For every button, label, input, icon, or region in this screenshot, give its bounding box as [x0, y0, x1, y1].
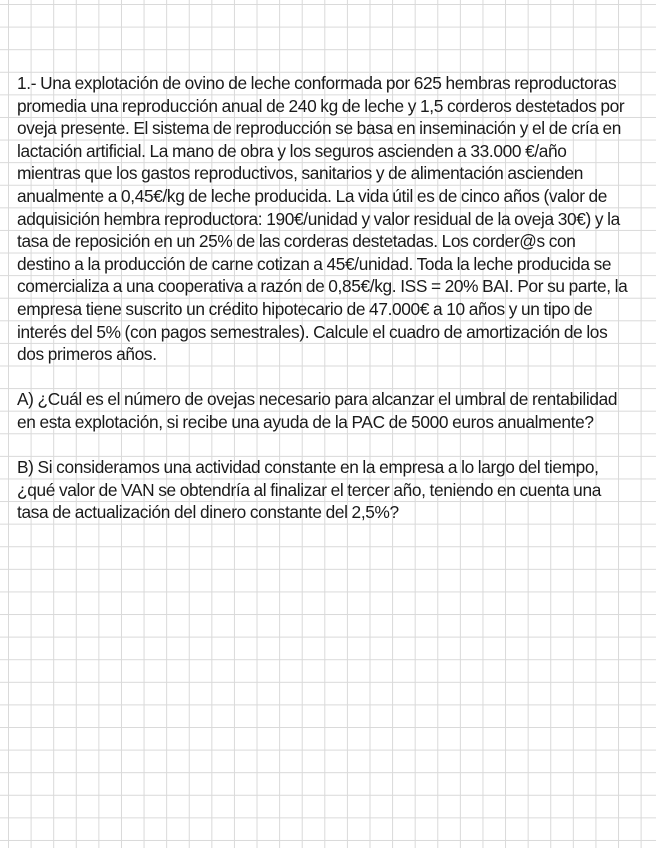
problem-statement: 1.- Una explotación de ovino de leche conformada por 625 hembras reproductoras promedia una reproducción anual de 240 kg de leche y 1,5 corderos destetados por oveja presente. El sistema de reproducción se basa en inseminación y el de cría en lactación artificial. La mano de obra y los seguros ascienden a 33.000 €/año mientras que los gastos reproductivos, sanitarios y de alimentación ascienden anualmente a 0,45€/kg de leche producida. La vida útil es de cinco años (valor de adquisición hembra reproductora: 190€/unidad y valor residual de la oveja 30€) y la tasa de reposición en un 25% de las corderas destetadas. Los corder@s con destino a la producción de carne cotizan a 45€/unidad. Toda la leche producida se comercializa a una cooperativa a razón de 0,85€/kg. ISS = 20% BAI. Por su parte, la empresa tiene suscrito un crédito hipotecario de 47.000€ a 10 años y un tipo de interés del 5% (con pagos semestrales). Calcule el cuadro de amortización de los dos primeros años.: [17, 73, 628, 365]
exercise-text-block: [17, 72, 631, 524]
question-a: A) ¿Cuál es el número de ovejas necesario para alcanzar el umbral de rentabilidad en esta explotación, si recibe una ayuda de la PAC de 5000 euros anualmente?: [17, 389, 618, 432]
question-b: B) Si consideramos una actividad constante en la empresa a lo largo del tiempo, ¿qué valor de VAN se obtendría al finalizar el tercer año, teniendo en cuenta una tasa de actualización del dinero constante del 2,5%?: [17, 457, 601, 523]
